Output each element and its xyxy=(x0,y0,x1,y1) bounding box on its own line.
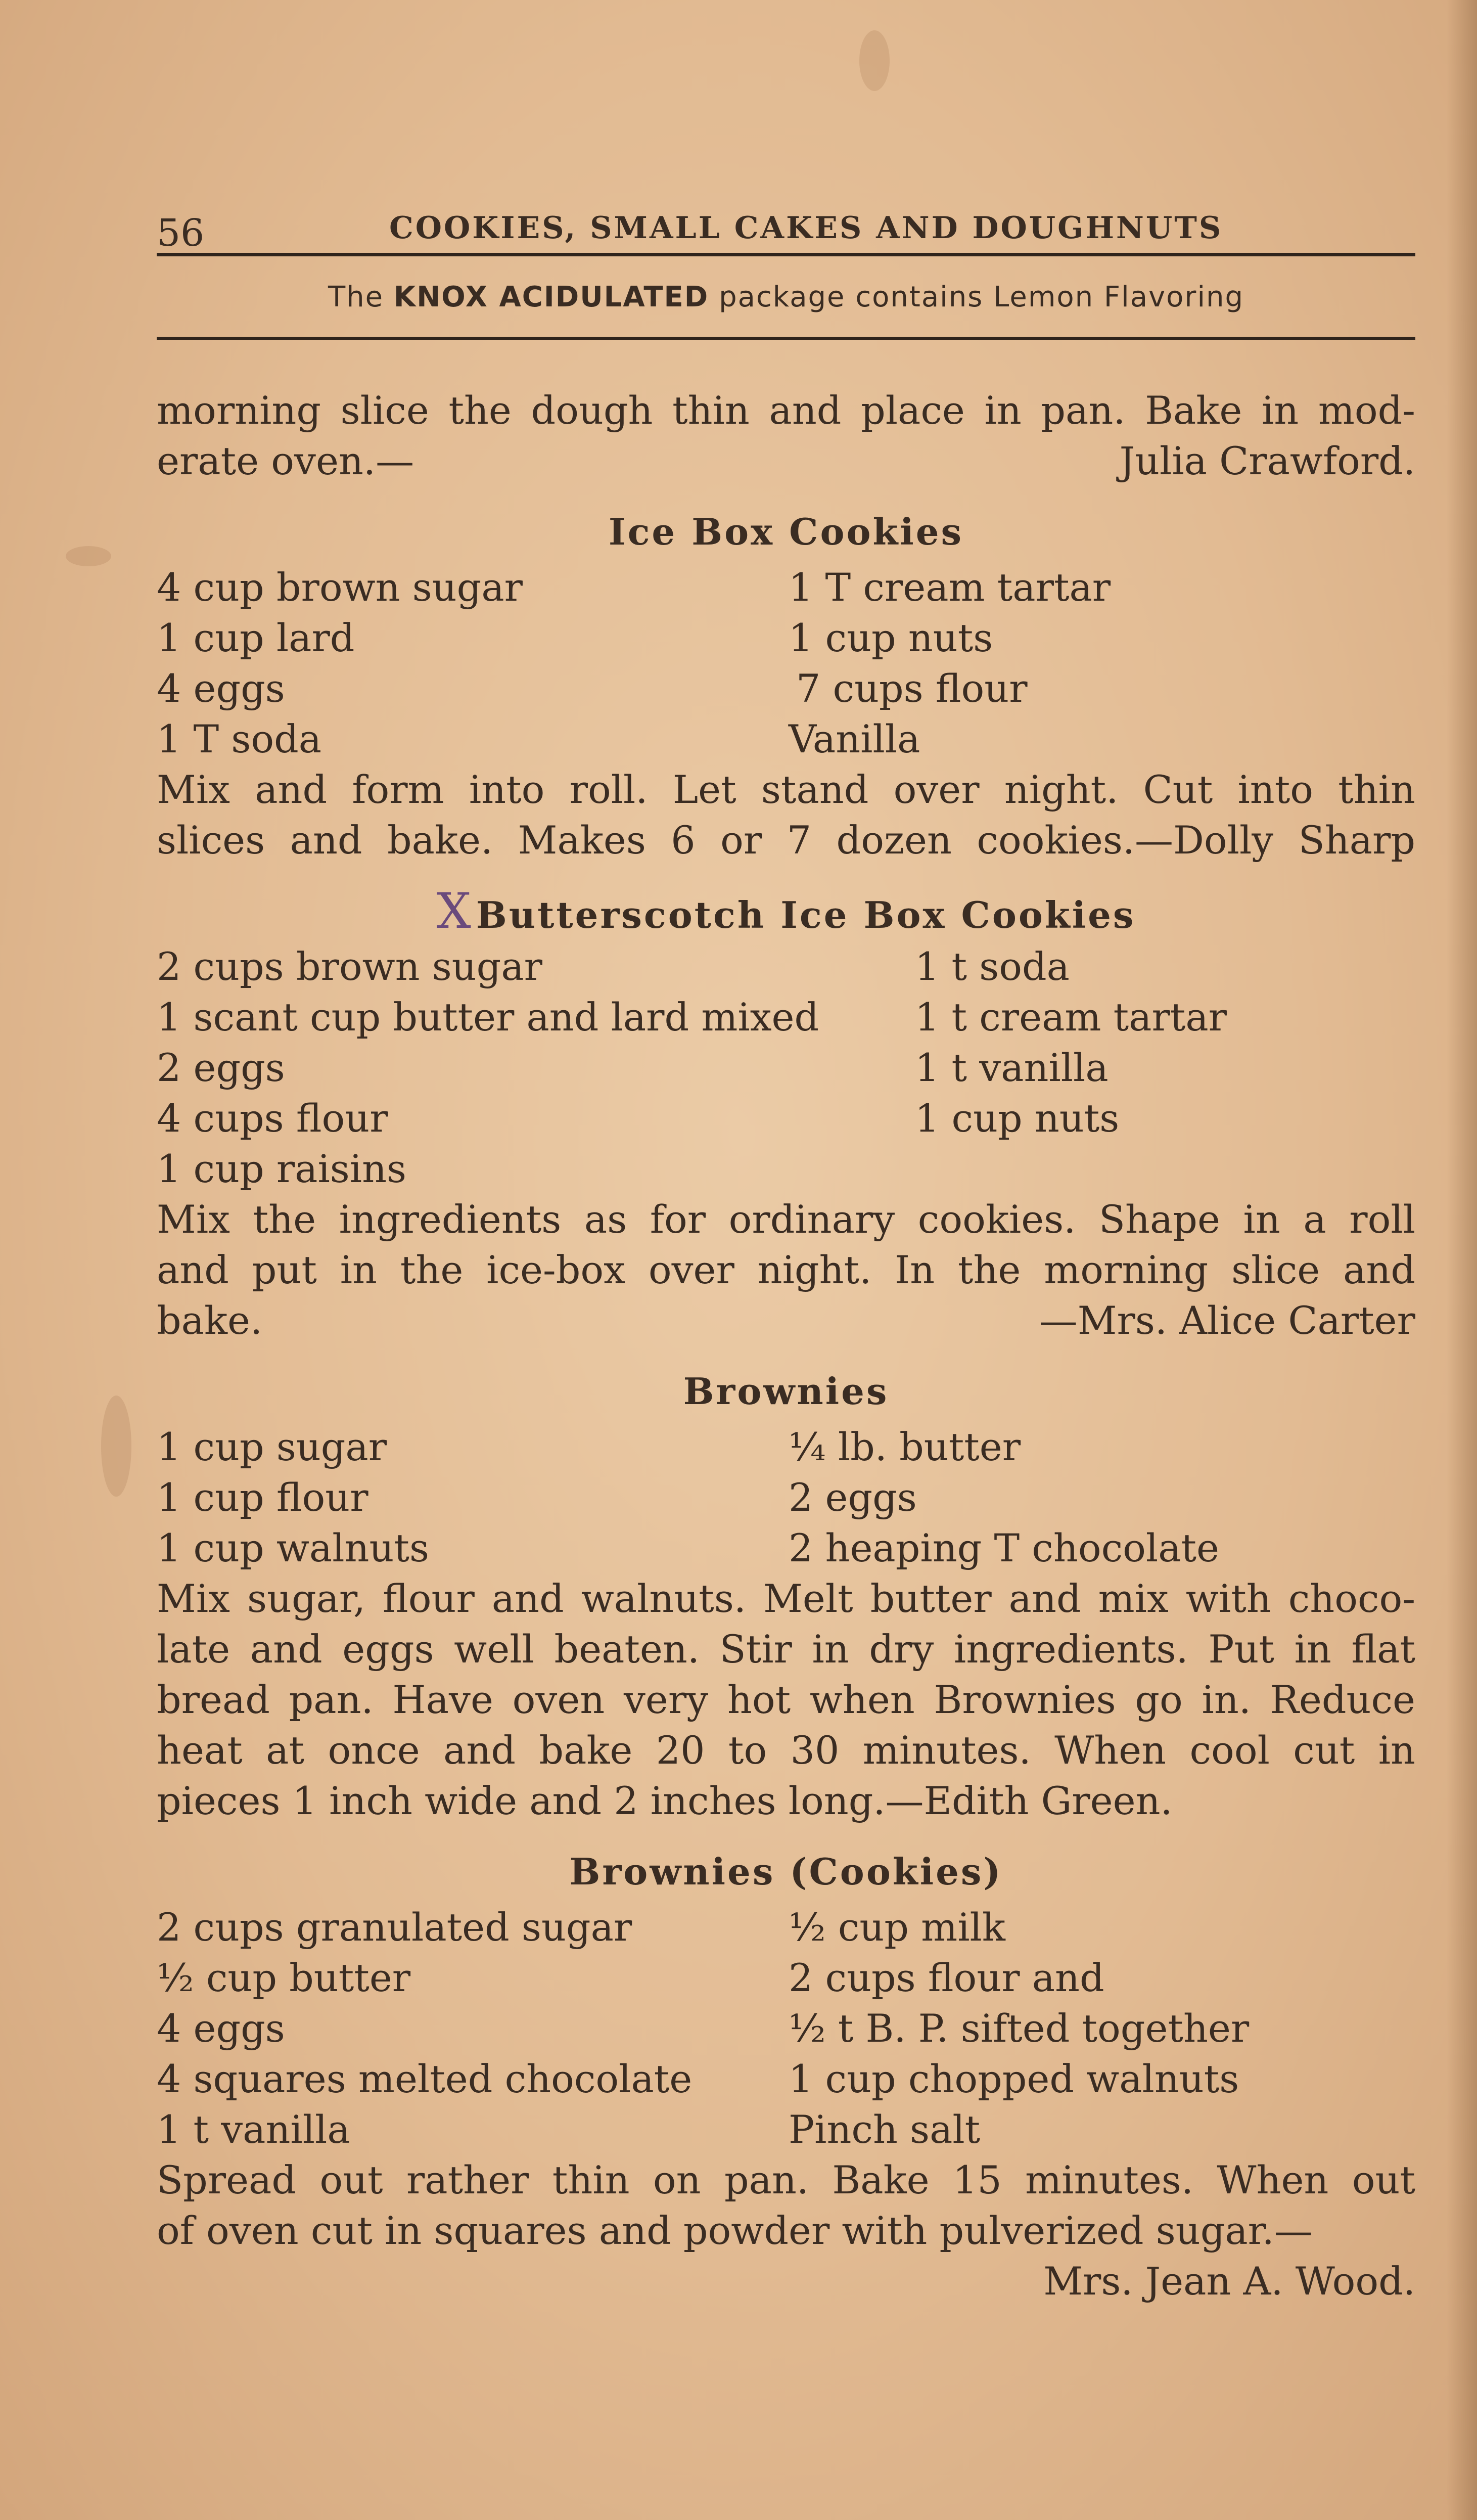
text-line: pieces 1 inch wide and 2 inches long.—Edith Green. xyxy=(157,1778,1173,1823)
text-line: erate oven.— Julia Crawford. xyxy=(157,436,1415,486)
handwritten-x-mark: X xyxy=(436,883,473,939)
running-head: COOKIES, SMALL CAKES AND DOUGHNUTS xyxy=(389,210,1223,246)
ingredient-list: 2 cups granulated sugar ½ cup milk ½ cup butter 2 cups flour and 4 eggs ½ t B. P. sifted together 4 squares melted chocolate 1 cup chopped walnuts 1 t vanilla Pinch salt xyxy=(157,1905,1250,2152)
text-line: Mix and form into roll. Let stand over night. Cut into thin xyxy=(157,767,1415,812)
text-line xyxy=(157,2256,1415,2307)
text-line: Spread out rather thin on pan. Bake 15 minutes. When out xyxy=(157,2157,1415,2202)
paper-stain xyxy=(859,30,890,91)
text-line: of oven cut in squares and powder with pulverized sugar.— xyxy=(157,2208,1313,2253)
paper-stain xyxy=(101,1396,131,1497)
page-body xyxy=(157,385,1415,2307)
page-edge-shadow xyxy=(1447,0,1477,2520)
text-line: and put in the ice-box over night. In the morning slice and xyxy=(157,1247,1415,1292)
recipe-author: Julia Crawford. xyxy=(1119,438,1415,483)
tagline-rule xyxy=(157,337,1415,340)
page-number: 56 xyxy=(157,211,205,255)
tagline: The KNOX ACIDULATED package contains Lemon Flavoring xyxy=(328,281,1244,313)
page-header xyxy=(157,197,1415,253)
text-line: late and eggs well beaten. Stir in dry ingredients. Put in flat xyxy=(157,1627,1415,1672)
ingredient-list: 4 cup brown sugar 1 T cream tartar 1 cup lard 1 cup nuts 4 eggs 7 cups flour 1 T soda Vanilla xyxy=(157,565,1111,761)
ingredient-list: 1 cup sugar ¼ lb. butter 1 cup flour 2 eggs 1 cup walnuts 2 heaping T chocolate xyxy=(157,1424,1220,1570)
ingredient-list: 2 cups brown sugar 1 t soda 1 scant cup butter and lard mixed 1 t cream tartar 2 eggs 1 t vanilla 4 cups flour 1 cup nuts 1 cup raisins xyxy=(157,944,1227,1191)
recipe-title: Brownies (Cookies) xyxy=(569,1850,1003,1893)
text-line: bread pan. Have oven very hot when Brownies go in. Reduce xyxy=(157,1677,1415,1722)
text-line: bake. —Mrs. Alice Carter xyxy=(157,1295,1415,1346)
header-rule xyxy=(157,253,1415,256)
recipe-author: —Mrs. Alice Carter xyxy=(1039,1298,1415,1343)
book-page xyxy=(157,197,1415,2307)
recipe-author: Mrs. Jean A. Wood. xyxy=(1043,2259,1415,2304)
recipe-title: Ice Box Cookies xyxy=(608,510,964,553)
text-line: heat at once and bake 20 to 30 minutes. When cool cut in xyxy=(157,1728,1415,1773)
recipe-title: Brownies xyxy=(683,1370,889,1413)
text-line: Mix the ingredients as for ordinary cookies. Shape in a roll xyxy=(157,1197,1415,1242)
text-line: slices and bake. Makes 6 or 7 dozen cookies.—Dolly Sharp xyxy=(157,818,1415,863)
text-line: Mix sugar, flour and walnuts. Melt butter and mix with choco- xyxy=(157,1576,1415,1621)
recipe-title: XButterscotch Ice Box Cookies xyxy=(436,883,1136,939)
paper-stain xyxy=(66,546,111,566)
text-line: morning slice the dough thin and place in pan. Bake in mod- xyxy=(157,388,1415,433)
